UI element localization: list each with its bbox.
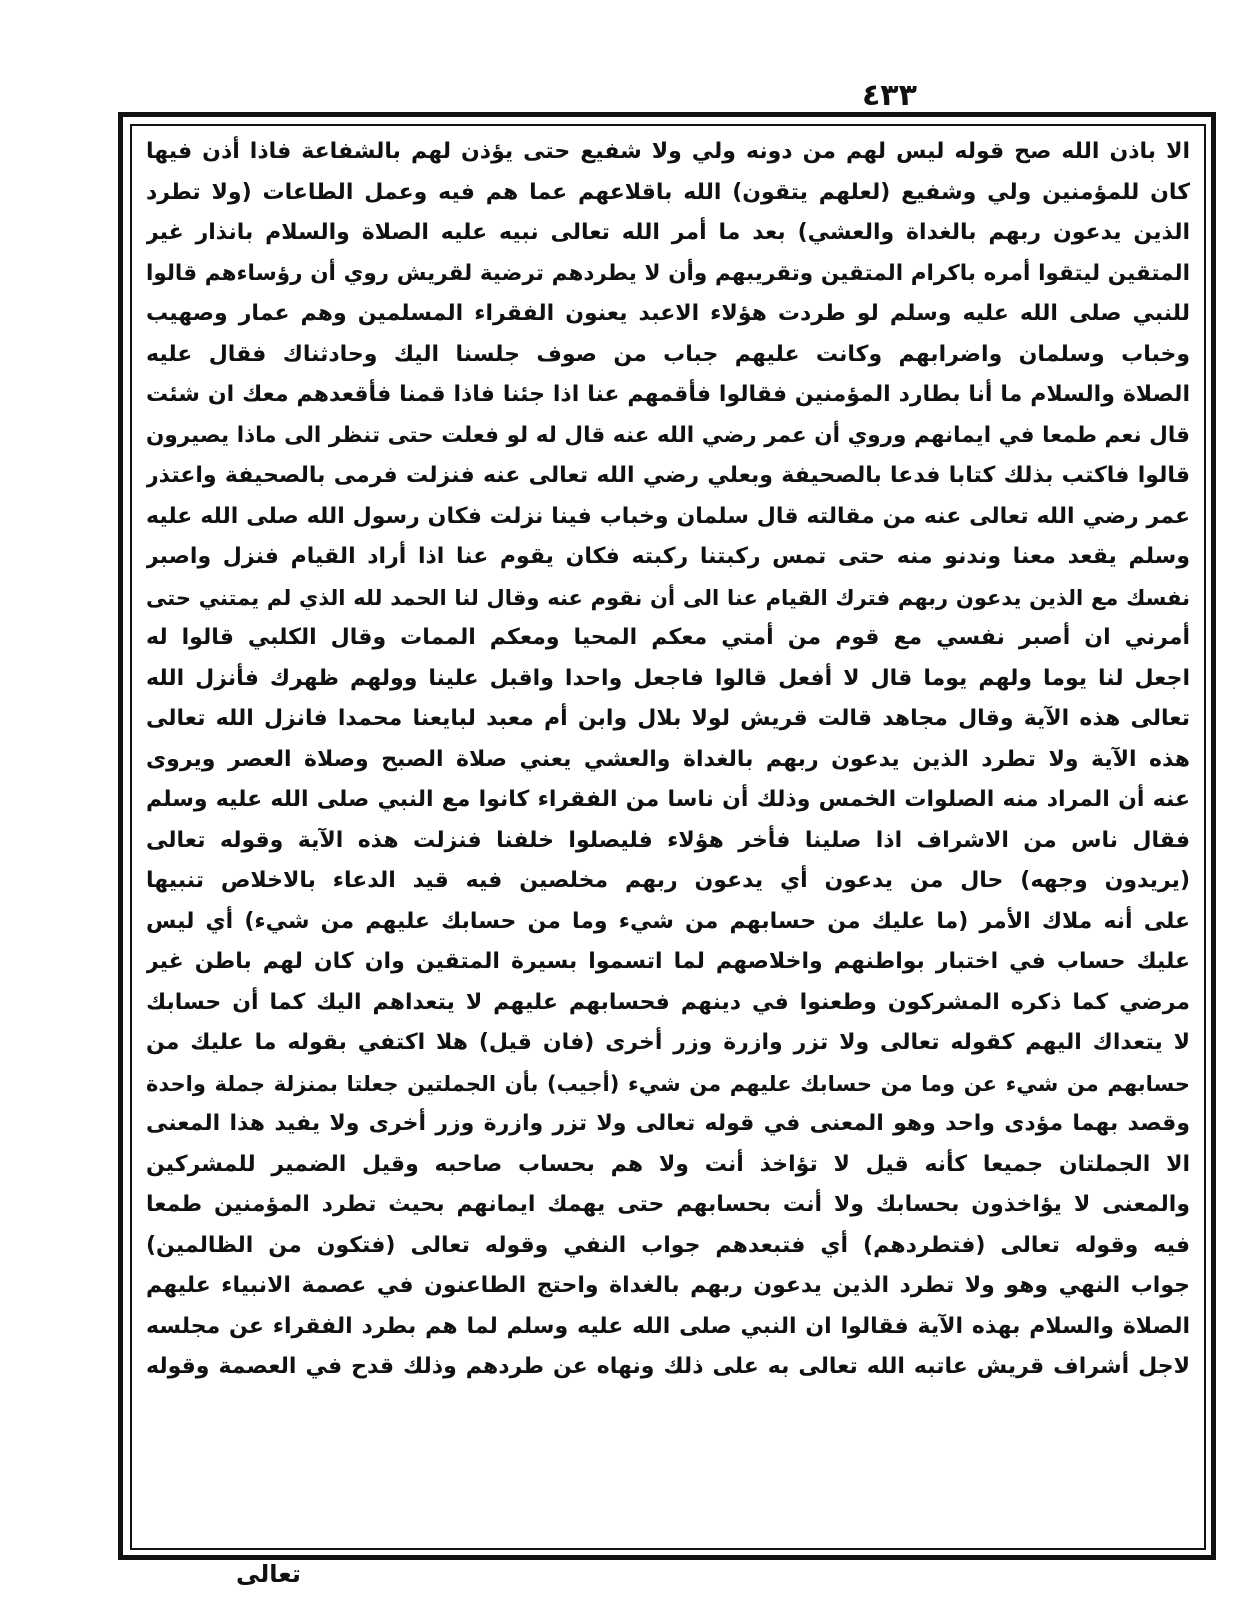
text-line: والمعنى لا يؤاخذون بحسابك ولا أنت بحسابهم حتى يهمك ايمانهم بحيث تطرد المؤمنين طمعا xyxy=(146,1192,1190,1217)
text-line: الصلاة والسلام بهذه الآية فقالوا ان النبي صلى الله عليه وسلم لما هم بطرد الفقراء عن مجلسه xyxy=(146,1313,1190,1339)
text-line: كان للمؤمنين ولي وشفيع (لعلهم يتقون) الله باقلاعهم عما هم فيه وعمل الطاعات (ولا تطرد xyxy=(146,179,1190,205)
text-line: الا الجملتان جميعا كأنه قيل لا تؤاخذ أنت ولا هم بحساب صاحبه وقيل الضمير للمشركين xyxy=(146,1151,1190,1177)
text-line: مرضي كما ذكره المشركون وطعنوا في دينهم فحسابهم عليهم لا يتعداهم اليك كما أن حسابك xyxy=(146,989,1190,1015)
text-line: (يريدون وجهه) حال من يدعون أي يدعون ربهم مخلصين فيه قيد الدعاء بالاخلاص تنبيها xyxy=(146,868,1190,893)
text-line: قال نعم طمعا في ايمانهم وروي أن عمر رضي الله عنه قال له لو فعلت حتى تنظر الى ماذا يصيرون xyxy=(146,422,1190,448)
text-line: هذه الآية ولا تطرد الذين يدعون ربهم بالغداة والعشي يعني صلاة الصبح وصلاة العصر ويروى xyxy=(146,746,1190,772)
text-line: على أنه ملاك الأمر (ما عليك من حسابهم من شيء وما من حسابك عليهم من شيء) أي ليس xyxy=(146,908,1190,934)
text-line: جواب النهي وهو ولا تطرد الذين يدعون ربهم بالغداة واحتج الطاعنون في عصمة الانبياء عليهم xyxy=(146,1273,1190,1298)
text-line: وقصد بهما مؤدى واحد وهو المعنى في قوله تعالى ولا تزر وازرة وزر أخرى ولا يفيد هذا المعنى xyxy=(146,1111,1190,1136)
text-line: عليك حساب في اختبار بواطنهم واخلاصهم لما اتسموا بسيرة المتقين وان كان لهم باطن غير xyxy=(146,949,1190,974)
text-line: للنبي صلى الله عليه وسلم لو طردت هؤلاء الاعبد يعنون الفقراء المسلمين وهم عمار وصهيب xyxy=(146,301,1190,326)
text-line: لاجل أشراف قريش عاتبه الله تعالى به على ذلك ونهاه عن طردهم وذلك قدح في العصمة وقوله xyxy=(146,1354,1190,1379)
text-line: الا باذن الله صح قوله ليس لهم من دونه ولي ولا شفيع حتى يؤذن لهم بالشفاعة فاذا أذن فيها xyxy=(146,139,1190,164)
text-line: حسابهم من شيء عن وما من حسابك عليهم من شيء (أجيب) بأن الجملتين جعلتا بمنزلة جملة واحدة xyxy=(146,1071,1190,1096)
text-line: لا يتعداك اليهم كقوله تعالى ولا تزر وازرة وزر أخرى (فان قيل) هلا اكتفي بقوله ما عليك من xyxy=(146,1030,1190,1055)
text-line: وخباب وسلمان واضرابهم وكانت عليهم جباب من صوف جلسنا اليك وحادثناك فقال عليه xyxy=(146,341,1190,367)
page-number: ٤٣٣ xyxy=(862,78,917,113)
text-line: عنه أن المراد منه الصلوات الخمس وذلك أن ناسا من الفقراء كانوا مع النبي صلى الله عليه وسلم xyxy=(146,787,1190,812)
text-line: عمر رضي الله تعالى عنه من مقالته قال سلمان وخباب فينا نزلت فكان رسول الله صلى الله عليه xyxy=(146,503,1190,529)
text-line: أمرني ان أصبر نفسي مع قوم من أمتي معكم المحيا ومعكم الممات وقال الكلبي قالوا له xyxy=(146,625,1190,650)
text-line: نفسك مع الذين يدعون ربهم فترك القيام عنا الى أن نقوم عنه وقال لنا الحمد لله الذي لم يمتني حتى xyxy=(146,585,1190,610)
text-line: فقال ناس من الاشراف اذا صلينا فأخر هؤلاء فليصلوا خلفنا فنزلت هذه الآية وقوله تعالى xyxy=(146,827,1190,853)
text-line: تعالى هذه الآية وقال مجاهد قالت قريش لولا بلال وابن أم معبد لبايعنا محمدا فانزل الله تعالى xyxy=(146,706,1190,731)
text-line: اجعل لنا يوما ولهم يوما قال لا أفعل قالوا فاجعل واحدا واقبل علينا وولهم ظهرك فأنزل الله xyxy=(146,665,1190,691)
catchword: تعالى xyxy=(236,1560,301,1588)
text-line: الصلاة والسلام ما أنا بطارد المؤمنين فقالوا فأقمهم عنا اذا جئنا فاذا قمنا فأقعدهم معك ان شئت xyxy=(146,382,1190,407)
text-block xyxy=(146,132,1190,1542)
text-line: الذين يدعون ربهم بالغداة والعشي) بعد ما أمر الله تعالى نبيه عليه الصلاة والسلام بانذار غير xyxy=(146,220,1190,245)
text-line: قالوا فاكتب بذلك كتابا فدعا بالصحيفة وبعلي رضي الله تعالى عنه فنزلت فرمى بالصحيفة واعتذر xyxy=(146,463,1190,488)
text-line: المتقين ليتقوا أمره باكرام المتقين وتقريبهم وأن لا يطردهم ترضية لقريش روي أن رؤساءهم قالوا xyxy=(146,260,1190,286)
text-line: وسلم يقعد معنا وندنو منه حتى تمس ركبتنا ركبته فكان يقوم عنا اذا أراد القيام فنزل واصبر xyxy=(146,544,1190,569)
text-line: فيه وقوله تعالى (فتطردهم) أي فتبعدهم جواب النفي وقوله تعالى (فتكون من الظالمين) xyxy=(146,1232,1190,1258)
